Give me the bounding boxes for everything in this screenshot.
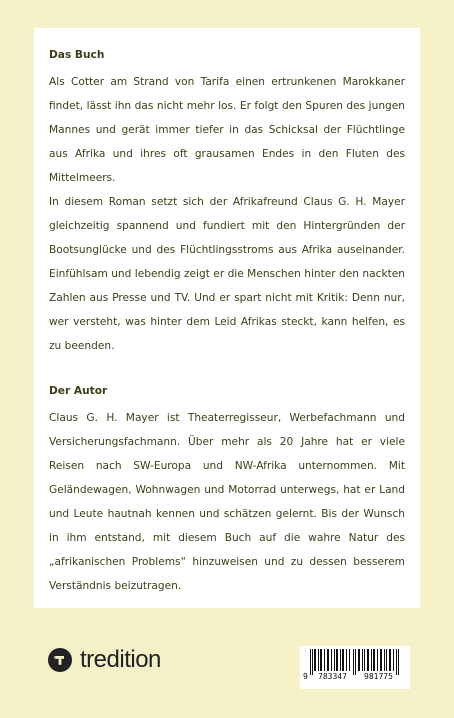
isbn-barcode xyxy=(300,646,410,689)
barcode-number xyxy=(300,671,410,683)
book-description-paragraph-1: Als Cotter am Strand von Tarifa einen ertrunkenen Marokkaner findet, lässt ihn das nicht mehr los. Er folgt den Spuren des jungen Mannes und gerät immer tiefer in das Schicksal der Flüchtlinge aus Afrika und ihres oft grausamen Endes in den Fluten des Mittelmeers. xyxy=(49,76,405,184)
barcode-first-digit: 9 xyxy=(303,672,308,681)
author-heading: Der Autor xyxy=(49,385,108,397)
publisher-name: tredition xyxy=(80,646,161,673)
book-heading: Das Buch xyxy=(49,49,105,61)
book-description-paragraph-2: In diesem Roman setzt sich der Afrikafreund Claus G. H. Mayer gleichzeitig spannend und fundiert mit den Hintergründen der Bootsunglücke und des Flüchtlingsstroms aus Afrika auseinander. Einfühlsam und lebendig zeigt er die Menschen hinter den nackten Zahlen aus Presse und TV. Und er spart nicht mit Kritik: Denn nur, wer versteht, was hinter dem Leid Afrikas steckt, kann helfen, es zu beenden. xyxy=(49,196,405,352)
author-bio-paragraph: Claus G. H. Mayer ist Theaterregisseur, Werbefachmann und Versicherungsfachmann. Über mehr als 20 Jahre hat er viele Reisen nach SW-Europa und NW-Afrika unternommen. Mit Geländewagen, Wohnwagen und Motorrad unterwegs, hat er Land und Leute hautnah kennen und schätzen gelernt. Bis der Wunsch in ihm entstand, mit diesem Buch auf die wahre Natur des „afrikanischen Problems“ hinzuweisen und zu dessen besserem Verständnis beizutragen. xyxy=(49,412,405,592)
text-area xyxy=(49,46,405,598)
back-cover-text-panel xyxy=(34,28,420,608)
barcode-right-group: 981775 xyxy=(364,672,393,681)
barcode-left-group: 783347 xyxy=(318,672,347,681)
tredition-logo-icon xyxy=(48,648,72,672)
publisher-logo xyxy=(48,646,161,674)
section-spacer xyxy=(49,358,405,382)
